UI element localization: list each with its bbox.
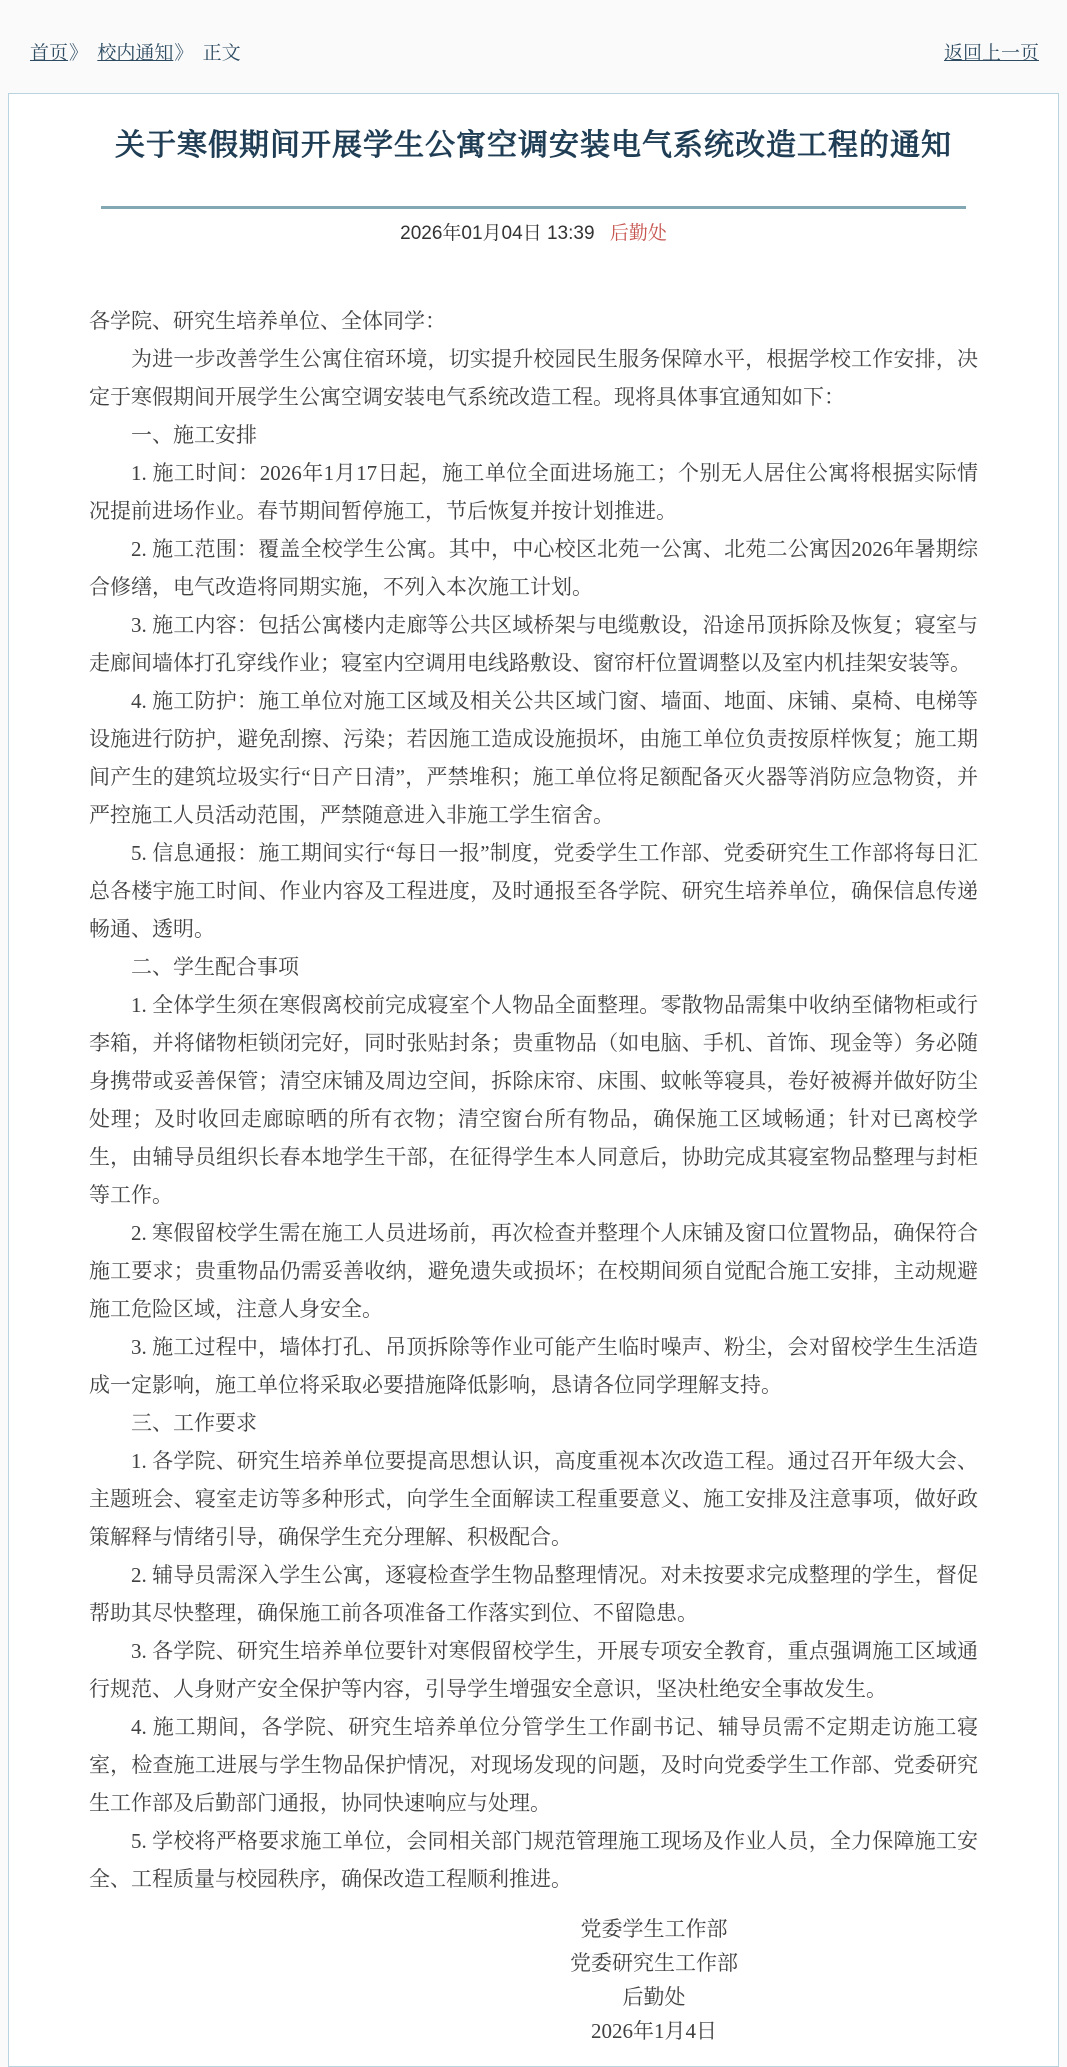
notice-paragraph: 4. 施工防护：施工单位对施工区域及相关公共区域门窗、墙面、地面、床铺、桌椅、电梯等设施进行防护，避免刮擦、污染；若因施工造成设施损坏，由施工单位负责按原样恢复；施工期间产生的建筑垃圾实行“日产日清”，严禁堆积；施工单位将足额配备灭火器等消防应急物资，并严控施工人员活动范围，严禁随意进入非施工学生宿舍。: [89, 689, 978, 827]
notice-meta: [89, 222, 978, 246]
notice-paragraph: 1. 各学院、研究生培养单位要提高思想认识，高度重视本次改造工程。通过召开年级大会、主题班会、寝室走访等多种形式，向学生全面解读工程重要意义、施工安排及注意事项，做好政策解释与情绪引导，确保学生充分理解、积极配合。: [89, 1449, 978, 1549]
title-divider: [101, 206, 966, 209]
notice-paragraph: 2. 寒假留校学生需在施工人员进场前，再次检查并整理个人床铺及窗口位置物品，确保符合施工要求；贵重物品仍需妥善收纳，避免遗失或损坏；在校期间须自觉配合施工安排，主动规避施工危险区域，注意人身安全。: [89, 1221, 978, 1321]
notice-paragraph: 3. 施工过程中，墙体打孔、吊顶拆除等作业可能产生临时噪声、粉尘，会对留校学生生活造成一定影响，施工单位将采取必要措施降低影响，恳请各位同学理解支持。: [89, 1335, 978, 1397]
notice-paragraph: 2. 辅导员需深入学生公寓，逐寝检查学生物品整理情况。对未按要求完成整理的学生，督促帮助其尽快整理，确保施工前各项准备工作落实到位、不留隐患。: [89, 1563, 978, 1625]
top-navigation-bar: [0, 0, 1067, 65]
notice-paragraph: 3. 施工内容：包括公寓楼内走廊等公共区域桥架与电缆敷设，沿途吊顶拆除及恢复；寝室与走廊间墙体打孔穿线作业；寝室内空调用电线路敷设、窗帘杆位置调整以及室内机挂架安装等。: [89, 613, 978, 675]
notice-paragraph: 5. 信息通报：施工期间实行“每日一报”制度，党委学生工作部、党委研究生工作部将每日汇总各楼宇施工时间、作业内容及工程进度，及时通报至各学院、研究生培养单位，确保信息传递畅通、透明。: [89, 841, 978, 941]
breadcrumb-separator: 》: [69, 43, 89, 64]
notice-paragraphs: [89, 340, 978, 1898]
notice-paragraph: 4. 施工期间，各学院、研究生培养单位分管学生工作副书记、辅导员需不定期走访施工寝室，检查施工进展与学生物品保护情况，对现场发现的问题，及时向党委学生工作部、党委研究生工作部及后勤部门通报，协同快速响应与处理。: [89, 1715, 978, 1815]
notice-paragraph: 3. 各学院、研究生培养单位要针对寒假留校学生，开展专项安全教育，重点强调施工区域通行规范、人身财产安全保护等内容，引导学生增强安全意识，坚决杜绝安全事故发生。: [89, 1639, 978, 1701]
notice-paragraph: 一、施工安排: [131, 423, 257, 447]
signature-line: 后勤处: [622, 1985, 686, 2009]
signature-line: 党委学生工作部: [580, 1917, 728, 1941]
breadcrumb-current-page: 正文: [202, 43, 241, 64]
breadcrumb-link-home[interactable]: 首页: [30, 43, 69, 64]
notice-department-badge: 后勤处: [609, 223, 667, 244]
back-to-previous-page-link[interactable]: 返回上一页: [943, 43, 1039, 64]
signature-line: 2026年1月4日: [591, 2019, 717, 2043]
notice-paragraph: 三、工作要求: [131, 1411, 257, 1435]
breadcrumb: [30, 38, 241, 65]
signature-block-wrapper: [89, 1912, 978, 2048]
notice-paragraph: 为进一步改善学生公寓住宿环境，切实提升校园民生服务保障水平，根据学校工作安排，决定于寒假期间开展学生公寓空调安装电气系统改造工程。现将具体事宜通知如下：: [89, 347, 978, 409]
notice-title: 关于寒假期间开展学生公寓空调安装电气系统改造工程的通知: [115, 129, 952, 162]
notice-paragraph: 5. 学校将严格要求施工单位，会同相关部门规范管理施工现场及作业人员，全力保障施工安全、工程质量与校园秩序，确保改造工程顺利推进。: [89, 1829, 978, 1891]
breadcrumb-separator: 》: [174, 43, 194, 64]
notice-body: [89, 302, 978, 1898]
notice-paragraph: 1. 全体学生须在寒假离校前完成寝室个人物品全面整理。零散物品需集中收纳至储物柜或行李箱，并将储物柜锁闭完好，同时张贴封条；贵重物品（如电脑、手机、首饰、现金等）务必随身携带或妥善保管；清空床铺及周边空间，拆除床帘、床围、蚊帐等寝具，卷好被褥并做好防尘处理；及时收回走廊晾晒的所有衣物；清空窗台所有物品，确保施工区域畅通；针对已离校学生，由辅导员组织长春本地学生干部，在征得学生本人同意后，协助完成其寝室物品整理与封柜等工作。: [89, 993, 978, 1207]
notice-paragraph: 1. 施工时间：2026年1月17日起，施工单位全面进场施工；个别无人居住公寓将根据实际情况提前进场作业。春节期间暂停施工，节后恢复并按计划推进。: [89, 461, 978, 523]
notice-content-box: [8, 93, 1059, 2067]
notice-paragraph: 2. 施工范围：覆盖全校学生公寓。其中，中心校区北苑一公寓、北苑二公寓因2026年暑期综合修缮，电气改造将同期实施，不列入本次施工计划。: [89, 537, 978, 599]
signature-line: 党委研究生工作部: [570, 1951, 738, 1975]
notice-salutation: 各学院、研究生培养单位、全体同学：: [89, 309, 446, 333]
signature-block: [570, 1912, 738, 2048]
breadcrumb-link-campus-notices[interactable]: 校内通知: [97, 43, 174, 64]
notice-datetime: 2026年01月04日 13:39: [400, 223, 595, 244]
notice-paragraph: 二、学生配合事项: [131, 955, 299, 979]
